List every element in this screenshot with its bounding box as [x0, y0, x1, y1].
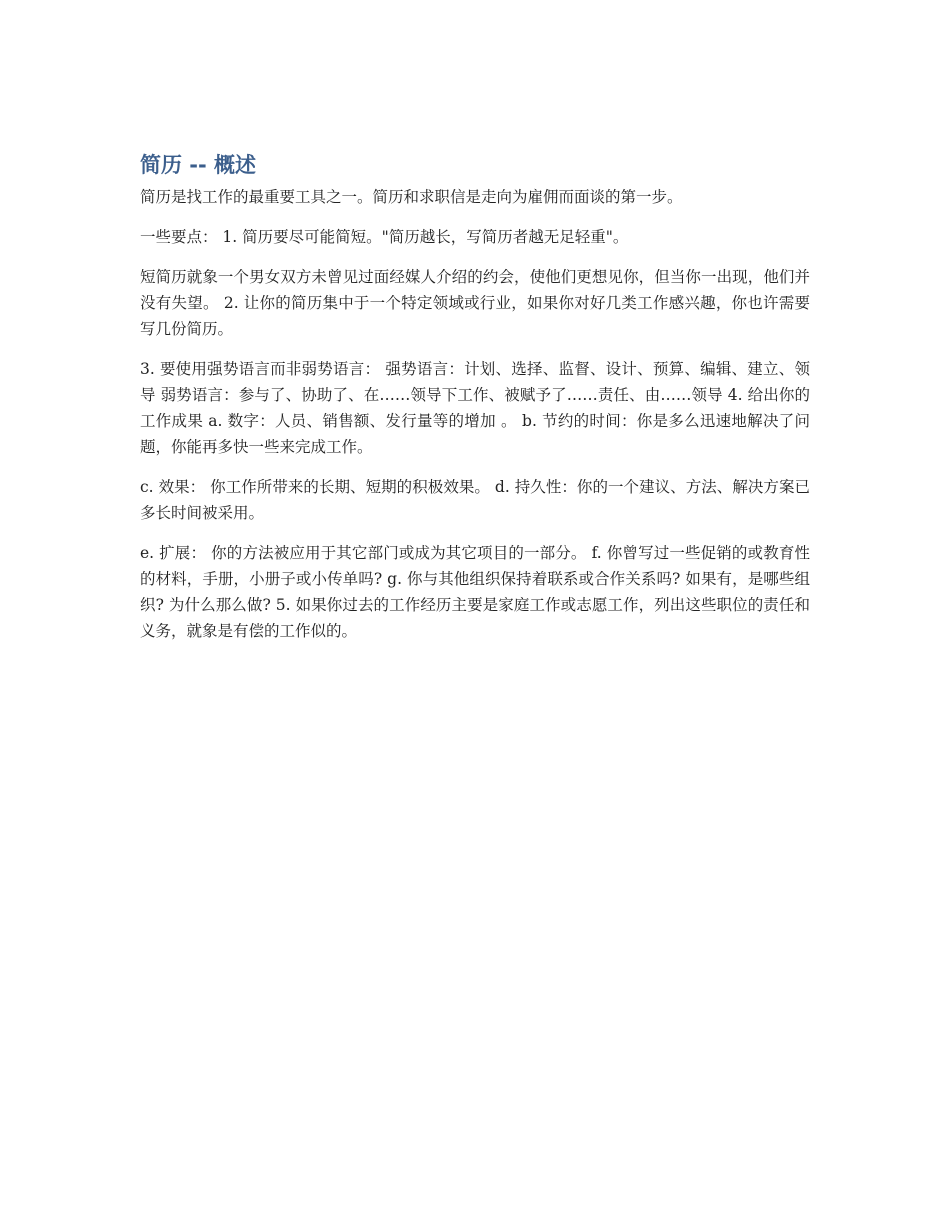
page-title: 简历 -- 概述: [140, 153, 257, 177]
paragraph-short-resume: 短简历就象一个男女双方未曾见过面经媒人介绍的约会，使他们更想见你，但当你一出现，他们并没有失望。 2. 让你的简历集中于一个特定领域或行业，如果你对好几类工作感兴趣，你也许需要写几份简历。: [140, 268, 810, 338]
paragraph-strong-language: 3. 要使用强势语言而非弱势语言： 强势语言：计划、选择、监督、设计、预算、编辑、建立、领导 弱势语言：参与了、协助了、在……领导下工作、被赋予了……责任、由……领导 4. 给出你的工作成果 a. 数字：人员、销售额、发行量等的增加 。 b. 节约的时间：你是多么迅速地解决了问题，你能再多快一些来完成工作。: [140, 360, 810, 456]
paragraph-key-points: 一些要点： 1. 简历要尽可能简短。"简历越长，写简历者越无足轻重"。: [140, 228, 629, 246]
document-page: [140, 150, 810, 658]
paragraph-effects: c. 效果： 你工作所带来的长期、短期的积极效果。 d. 持久性：你的一个建议、方法、解决方案已多长时间被采用。: [140, 478, 810, 522]
paragraph-extension: e. 扩展： 你的方法被应用于其它部门或成为其它项目的一部分。 f. 你曾写过一些促销的或教育性的材料，手册，小册子或小传单吗? g. 你与其他组织保持着联系或合作关系吗? 如果有，是哪些组织? 为什么那么做? 5. 如果你过去的工作经历主要是家庭工作或志愿工作，列出这些职位的责任和义务，就象是有偿的工作似的。: [140, 544, 810, 640]
paragraph-intro: 简历是找工作的最重要工具之一。简历和求职信是走向为雇佣而面谈的第一步。: [140, 188, 683, 206]
